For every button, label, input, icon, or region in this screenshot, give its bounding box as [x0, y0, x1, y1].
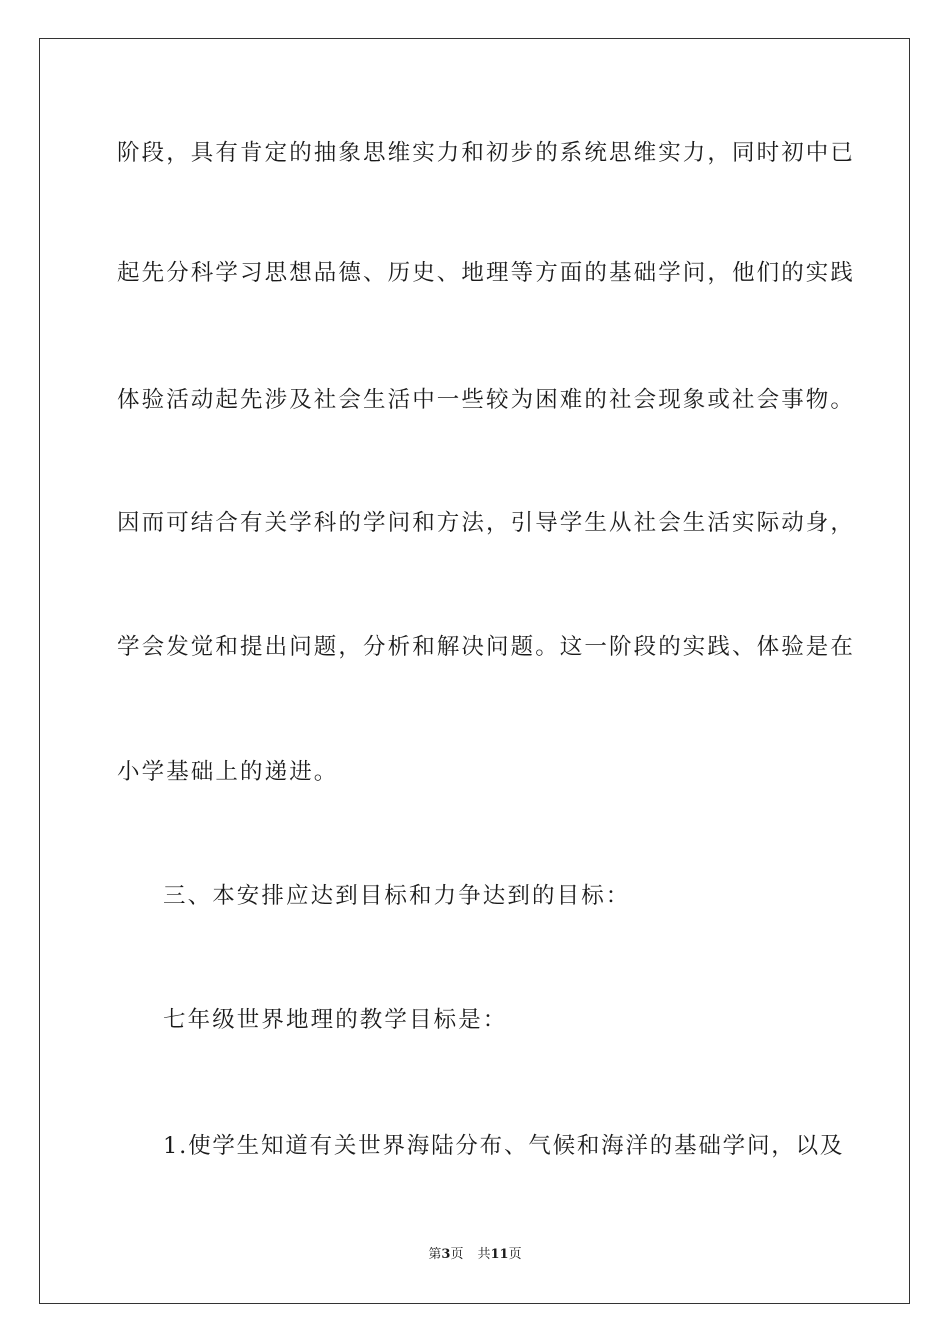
body-line-4: 因而可结合有关学科的学问和方法，引导学生从社会生活实际动身， — [117, 510, 856, 536]
total-prefix: 共 — [477, 1247, 491, 1262]
body-line-2: 起先分科学习思想品德、历史、地理等方面的基础学问，他们的实践 — [117, 260, 856, 286]
body-line-6: 小学基础上的递进。 — [117, 759, 339, 785]
page-prefix: 第 — [428, 1247, 442, 1262]
page-suffix: 页 — [450, 1247, 464, 1262]
section-heading: 三、本安排应达到目标和力争达到的目标： — [163, 883, 631, 909]
page-number: 3 — [441, 1247, 451, 1262]
page-footer — [0, 1246, 950, 1264]
total-pages: 11 — [490, 1247, 509, 1262]
objective-intro: 七年级世界地理的教学目标是： — [163, 1007, 508, 1033]
body-line-3: 体验活动起先涉及社会生活中一些较为困难的社会现象或社会事物。 — [117, 387, 856, 413]
body-line-1: 阶段，具有肯定的抽象思维实力和初步的系统思维实力，同时初中已 — [117, 140, 856, 166]
body-line-5: 学会发觉和提出问题，分析和解决问题。这一阶段的实践、体验是在 — [117, 634, 856, 660]
page-border — [39, 38, 910, 1304]
objective-item-1: 1.使学生知道有关世界海陆分布、气候和海洋的基础学问，以及 — [163, 1133, 845, 1159]
total-suffix: 页 — [508, 1247, 522, 1262]
